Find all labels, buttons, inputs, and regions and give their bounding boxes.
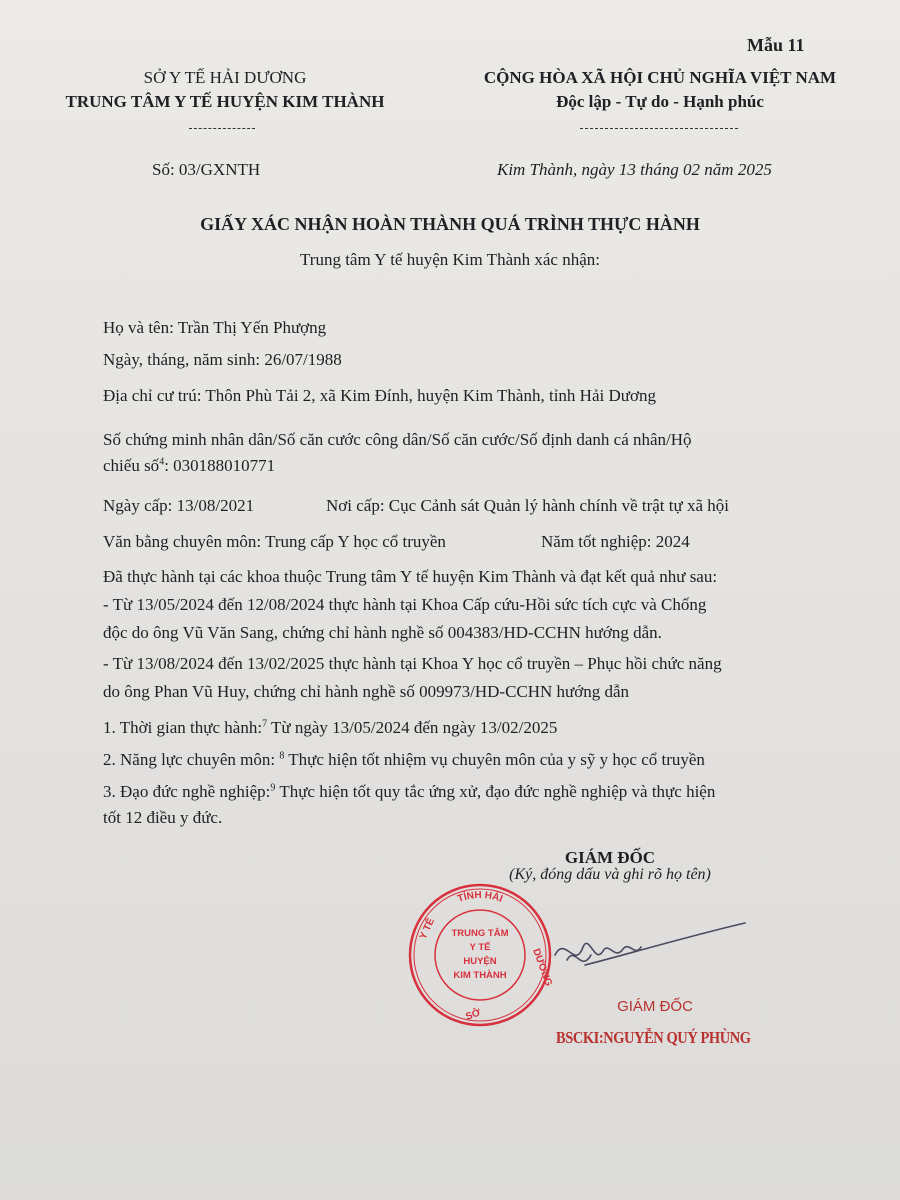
right-header-divider — [580, 128, 738, 129]
practice-intro: Đã thực hành tại các khoa thuộc Trung tâm Y tế huyện Kim Thành và đạt kết quả như sau: — [103, 567, 718, 586]
result-3-label: 3. Đạo đức nghề nghiệp: — [103, 782, 271, 801]
result-practice-time — [103, 718, 557, 738]
signer-title: GIÁM ĐỐC — [564, 848, 656, 867]
result-ethics — [103, 782, 715, 802]
date-of-birth: Ngày, tháng, năm sinh: 26/07/1988 — [103, 350, 342, 369]
result-competence — [103, 750, 705, 770]
result-ethics-line-2: tốt 12 điều y đức. — [103, 808, 223, 827]
graduation-year: Năm tốt nghiệp: 2024 — [541, 532, 690, 551]
seal-ring-top: TỈNH HẢI — [456, 889, 504, 905]
document-date: Kim Thành, ngày 13 tháng 02 năm 2025 — [497, 160, 772, 179]
footnote-9: 9 — [270, 782, 276, 794]
signature-note: (Ký, đóng dấu và ghi rõ họ tên) — [509, 866, 711, 883]
department-name: SỞ Y TẾ HẢI DƯƠNG — [143, 68, 307, 87]
seal-center-line-3: HUYỆN — [463, 956, 497, 967]
practice-period-2-line-1: - Từ 13/08/2024 đến 13/02/2025 thực hành tại Khoa Y học cổ truyền – Phục hồi chức năng — [103, 654, 722, 673]
footnote-4: 4 — [159, 456, 165, 468]
result-2-label: 2. Năng lực chuyên môn: — [103, 750, 280, 769]
national-title: CỘNG HÒA XÃ HỘI CHỦ NGHĨA VIỆT NAM — [483, 68, 837, 87]
practice-period-1-line-1: - Từ 13/05/2024 đến 12/08/2024 thực hành tại Khoa Cấp cứu-Hồi sức tích cực và Chống — [103, 595, 707, 614]
left-header-divider — [189, 128, 255, 129]
document-title: GIẤY XÁC NHẬN HOÀN THÀNH QUÁ TRÌNH THỰC HÀNH — [200, 214, 700, 234]
residence-address: Địa chỉ cư trú: Thôn Phù Tải 2, xã Kim Đính, huyện Kim Thành, tỉnh Hải Dương — [103, 386, 656, 405]
id-label-line: Số chứng minh nhân dân/Số căn cước công dân/Số căn cước/Số định danh cá nhân/Hộ — [103, 430, 692, 449]
organization-name: TRUNG TÂM Y TẾ HUYỆN KIM THÀNH — [65, 92, 385, 111]
national-motto: Độc lập - Tự do - Hạnh phúc — [556, 92, 764, 111]
id-prefix: chiếu số — [103, 456, 160, 475]
issue-place: Nơi cấp: Cục Cảnh sát Quản lý hành chính về trật tự xã hội — [326, 496, 729, 515]
signer-name: BSCKI:NGUYỄN QUÝ PHÙNG — [556, 1028, 751, 1047]
result-3-value: Thực hiện tốt quy tắc ứng xử, đạo đức nghề nghiệp và thực hiện — [275, 782, 716, 801]
document-number: Số: 03/GXNTH — [152, 160, 261, 179]
professional-degree: Văn bằng chuyên môn: Trung cấp Y học cổ truyền — [103, 532, 446, 551]
seal-center-line-2: Y TẾ — [469, 942, 491, 953]
id-number-line — [103, 456, 275, 476]
result-1-value: Từ ngày 13/05/2024 đến ngày 13/02/2025 — [267, 718, 558, 737]
document-subtitle: Trung tâm Y tế huyện Kim Thành xác nhận: — [300, 250, 600, 269]
form-number: Mẫu 11 — [747, 35, 805, 55]
stamp-title: GIÁM ĐỐC — [617, 998, 693, 1015]
handwritten-signature-icon — [545, 915, 755, 985]
seal-ring-left: Y TẾ — [417, 916, 438, 942]
footnote-7: 7 — [262, 718, 268, 730]
full-name: Họ và tên: Trần Thị Yến Phượng — [103, 318, 327, 337]
seal-ring-bottom: SỞ — [464, 1007, 483, 1023]
seal-center-line-1: TRUNG TÂM — [451, 928, 509, 939]
result-1-label: 1. Thời gian thực hành: — [103, 718, 263, 737]
seal-ring-right: DƯƠNG — [530, 947, 554, 988]
practice-period-2-line-2: do ông Phan Vũ Huy, chứng chỉ hành nghề số 009973/HD-CCHN hướng dẫn — [103, 682, 630, 701]
practice-period-1-line-2: độc do ông Vũ Văn Sang, chứng chỉ hành nghề số 004383/HD-CCHN hướng dẫn. — [103, 623, 662, 642]
footnote-8: 8 — [279, 750, 285, 762]
issue-date: Ngày cấp: 13/08/2021 — [103, 496, 255, 515]
result-2-value: Thực hiện tốt nhiệm vụ chuyên môn của y sỹ y học cổ truyền — [284, 750, 705, 769]
seal-center-line-4: KIM THÀNH — [453, 970, 507, 981]
id-number: : 030188010771 — [164, 456, 276, 475]
official-seal-icon — [405, 880, 555, 1030]
